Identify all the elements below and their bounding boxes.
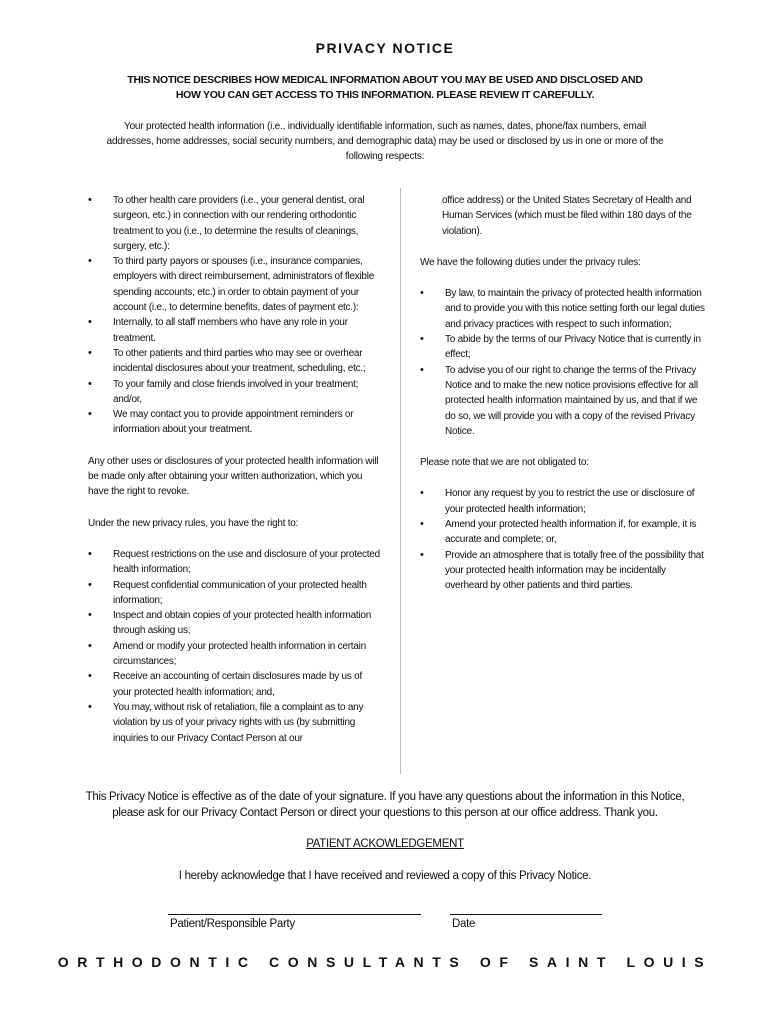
date-label: Date bbox=[452, 918, 476, 930]
uses-list bbox=[88, 193, 380, 438]
duties-intro: We have the following duties under the privacy rules: bbox=[420, 256, 641, 268]
continued-paragraph: office address) or the United States Secretary of Health and Human Services (which must be filed within 180 days of the violation). bbox=[442, 195, 692, 237]
list-item: • Internally, to all staff members who have any role in your treatment. bbox=[88, 315, 380, 346]
list-item: • To abide by the terms of our Privacy Notice that is currently in effect; bbox=[420, 332, 710, 363]
spacer bbox=[420, 239, 710, 255]
notice-subtitle bbox=[95, 73, 675, 103]
list-item: • Request restrictions on the use and disclosure of your protected health information; bbox=[88, 547, 380, 578]
date-line[interactable] bbox=[450, 914, 602, 915]
left-column bbox=[88, 193, 380, 746]
list-item: • Request confidential communication of your protected health information; bbox=[88, 578, 380, 609]
list-item: • You may, without risk of retaliation, file a complaint as to any violation by us of your privacy rights with us (by submitting inquiries to our Privacy Contact Person at our bbox=[88, 700, 380, 746]
right-column bbox=[420, 193, 710, 594]
spacer bbox=[88, 438, 380, 454]
effective-line-2: please ask for our Privacy Contact Person or direct your questions to this person at our office address. Thank you. bbox=[112, 807, 658, 819]
list-item: • To your family and close friends involved in your treatment; and/or, bbox=[88, 377, 380, 408]
list-item: • Amend your protected health information if, for example, it is accurate and complete; or, bbox=[420, 517, 710, 548]
spacer bbox=[88, 531, 380, 547]
acknowledgement-text: I hereby acknowledge that I have received and reviewed a copy of this Privacy Notice. bbox=[178, 870, 592, 882]
spacer bbox=[88, 500, 380, 516]
list-item: • To advise you of our right to change the terms of the Privacy Notice and to make the new notice provisions effective for all protected health information maintained by us, and that if we do so, we will provide you with a copy of the revised Privacy Notice. bbox=[420, 363, 710, 439]
not-obligated-intro: Please note that we are not obligated to: bbox=[420, 457, 589, 469]
effective-statement bbox=[55, 789, 715, 821]
rights-intro: Under the new privacy rules, you have the right to: bbox=[88, 517, 299, 529]
spacer bbox=[420, 270, 710, 286]
list-item: • Honor any request by you to restrict the use or disclosure of your protected health information; bbox=[420, 486, 710, 517]
list-item: • By law, to maintain the privacy of protected health information and to provide you with this notice setting forth our legal duties and privacy practices with respect to such information; bbox=[420, 286, 710, 332]
list-item: • Provide an atmosphere that is totally free of the possibility that your protected health information may be incidentally overheard by other patients and third parties. bbox=[420, 548, 710, 594]
list-item: • Inspect and obtain copies of your protected health information through asking us; bbox=[88, 608, 380, 639]
list-item: • Amend or modify your protected health information in certain circumstances; bbox=[88, 639, 380, 670]
effective-line-1: This Privacy Notice is effective as of the date of your signature. If you have any questions about the information in this Notice, bbox=[85, 791, 685, 803]
practice-name-footer: ORTHODONTIC CONSULTANTS OF SAINT LOUIS bbox=[57, 954, 713, 970]
list-item: • We may contact you to provide appointment reminders or information about your treatment. bbox=[88, 407, 380, 438]
list-item: • To other health care providers (i.e., your general dentist, oral surgeon, etc.) in connection with our rendering orthodontic treatment to you (i.e., to determine the results of cleanings, surgery, etc.): bbox=[88, 193, 380, 254]
subtitle-line-2: HOW YOU CAN GET ACCESS TO THIS INFORMATION. PLEASE REVIEW IT CAREFULLY. bbox=[175, 89, 595, 101]
other-uses-paragraph: Any other uses or disclosures of your protected health information will be made only after obtaining your written authorization, which you have the right to revoke. bbox=[88, 455, 379, 498]
duties-list bbox=[420, 286, 710, 439]
list-item: • Receive an accounting of certain disclosures made by us of your protected health information; and, bbox=[88, 669, 380, 700]
column-divider bbox=[400, 188, 401, 774]
not-obligated-list bbox=[420, 486, 710, 593]
list-item: • To third party payors or spouses (i.e., insurance companies, employers with direct reimbursement, administrators of flexible spending accounts, etc.) in order to obtain payment of your account (i.e., to determine benefits, dates of payment etc.): bbox=[88, 254, 380, 315]
page-title: PRIVACY NOTICE bbox=[315, 40, 455, 56]
intro-paragraph: Your protected health information (i.e., individually identifiable information, such as names, dates, phone/fax numbers, email addresses, home addresses, social security numbers, and demographic data) may be used or disclosed by us in one or more of the following respects: bbox=[106, 121, 664, 162]
acknowledgement-title: PATIENT ACKOWLEDGEMENT bbox=[306, 838, 464, 850]
subtitle-line-1: THIS NOTICE DESCRIBES HOW MEDICAL INFORMATION ABOUT YOU MAY BE USED AND DISCLOSED AND bbox=[127, 74, 643, 86]
spacer bbox=[420, 470, 710, 486]
spacer bbox=[420, 439, 710, 455]
signature-line[interactable] bbox=[168, 914, 421, 915]
rights-list bbox=[88, 547, 380, 746]
signature-label: Patient/Responsible Party bbox=[170, 918, 295, 930]
list-item: • To other patients and third parties who may see or overhear incidental disclosures about your treatment, scheduling, etc.; bbox=[88, 346, 380, 377]
